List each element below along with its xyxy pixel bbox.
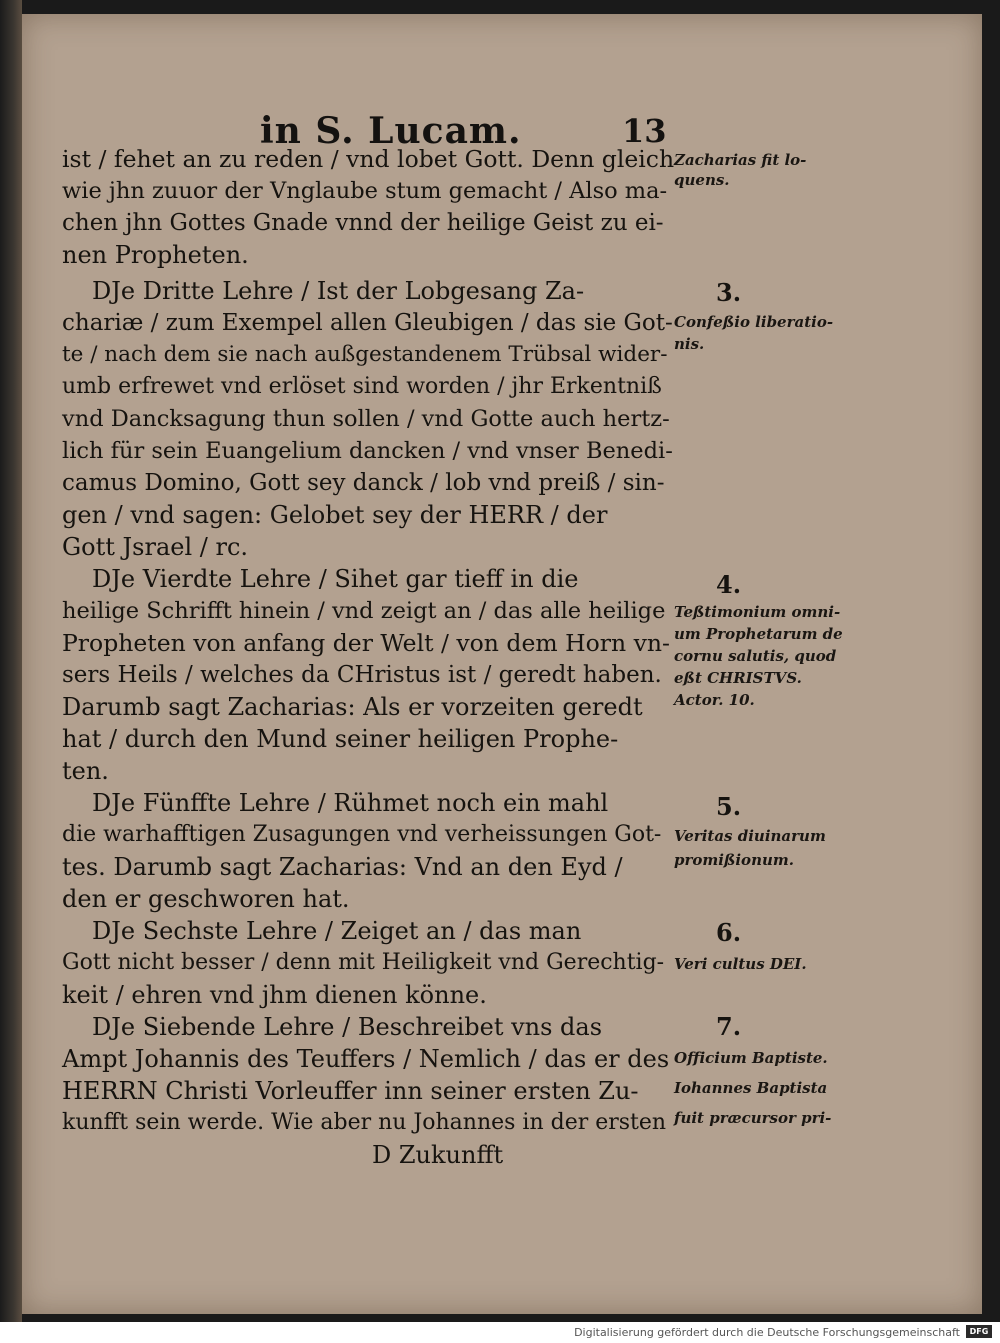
margin-note: um Prophetarum de: [674, 625, 843, 643]
text-line: Darumb sagt Zacharias: Als er vorzeiten geredt: [62, 693, 643, 721]
text-line: chen jhn Gottes Gnade vnnd der heilige Geist zu ei-: [62, 210, 664, 236]
text-line: camus Domino, Gott sey danck / lob vnd preiß / sin-: [62, 470, 665, 496]
text-line: umb erfrewet vnd erlöset sind worden / jhr Erkentniß: [62, 374, 662, 399]
margin-numeral: 5.: [716, 792, 742, 821]
text-line: vnd Dancksagung thun sollen / vnd Gotte auch hertz-: [62, 406, 670, 432]
parchment-page: [22, 14, 982, 1314]
margin-note: quens.: [674, 171, 730, 189]
margin-note: Iohannes Baptista: [674, 1079, 828, 1097]
text-line: DJe Dritte Lehre / Ist der Lobgesang Za-: [92, 277, 585, 305]
text-line: ten.: [62, 757, 109, 785]
margin-note: fuit præcursor pri-: [674, 1109, 832, 1127]
margin-note: Officium Baptiste.: [674, 1049, 828, 1067]
page-number: 13: [622, 112, 667, 150]
text-line: Ampt Johannis des Teuffers / Nemlich / das er des: [62, 1045, 670, 1073]
catchword-line: D Zukunfft: [372, 1141, 504, 1169]
text-line: tes. Darumb sagt Zacharias: Vnd an den Eyd /: [62, 853, 623, 881]
margin-note: eßt CHRISTVS.: [674, 669, 802, 687]
margin-numeral: 6.: [716, 918, 742, 947]
text-line: kunfft sein werde. Wie aber nu Johannes in der ersten: [62, 1110, 667, 1135]
text-line: Gott Jsrael / rc.: [62, 533, 249, 561]
text-line: HERRN Christi Vorleuffer inn seiner ersten Zu-: [62, 1077, 639, 1105]
text-line: die warhafftigen Zusagungen vnd verheissungen Got-: [62, 822, 662, 847]
margin-note: Confeßio liberatio-: [674, 313, 834, 331]
digitization-credit: Digitalisierung gefördert durch die Deutsche Forschungsgemeinschaft: [574, 1326, 960, 1339]
text-line: Propheten von anfang der Welt / von dem Horn vn-: [62, 629, 670, 657]
margin-note: Veri cultus DEI.: [674, 955, 807, 973]
margin-numeral: 3.: [716, 278, 742, 307]
text-line: te / nach dem sie nach außgestandenem Trübsal wider-: [62, 342, 668, 367]
text-line: DJe Sechste Lehre / Zeiget an / das man: [92, 917, 582, 945]
margin-note: Zacharias fit lo-: [674, 151, 807, 169]
text-line: keit / ehren vnd jhm dienen könne.: [62, 981, 487, 1009]
margin-numeral: 7.: [716, 1012, 742, 1041]
text-line: DJe Siebende Lehre / Beschreibet vns das: [92, 1013, 603, 1041]
text-line: hat / durch den Mund seiner heiligen Prophe-: [62, 725, 619, 753]
margin-note: nis.: [674, 335, 705, 353]
text-line: heilige Schrifft hinein / vnd zeigt an / das alle heilige: [62, 598, 666, 624]
text-line: Gott nicht besser / denn mit Heiligkeit vnd Gerechtig-: [62, 950, 665, 975]
margin-numeral: 4.: [716, 570, 742, 599]
margin-note: Teßtimonium omni-: [674, 603, 841, 621]
margin-note: cornu salutis, quod: [674, 647, 837, 665]
text-line: nen Propheten.: [62, 241, 249, 269]
text-line: lich für sein Euangelium dancken / vnd vnser Benedi-: [62, 438, 673, 464]
dfg-logo: DFG: [966, 1325, 992, 1338]
text-line: ist / fehet an zu reden / vnd lobet Gott. Denn gleich: [62, 145, 675, 173]
text-line: den er geschworen hat.: [62, 885, 350, 913]
margin-note: Actor. 10.: [674, 691, 755, 709]
margin-note: promißionum.: [674, 851, 794, 869]
text-line: DJe Fünffte Lehre / Rühmet noch ein mahl: [92, 789, 609, 817]
binding-edge: [0, 0, 22, 1322]
text-line: DJe Vierdte Lehre / Sihet gar tieff in die: [92, 565, 579, 593]
text-line: chariæ / zum Exempel allen Gleubigen / das sie Got-: [62, 310, 673, 336]
margin-note: Veritas diuinarum: [674, 827, 826, 845]
text-line: gen / vnd sagen: Gelobet sey der HERR / der: [62, 501, 608, 529]
running-head: in S. Lucam.: [260, 110, 522, 152]
text-line: sers Heils / welches da CHristus ist / geredt haben.: [62, 662, 662, 688]
text-line: wie jhn zuuor der Vnglaube stum gemacht / Also ma-: [62, 178, 668, 204]
